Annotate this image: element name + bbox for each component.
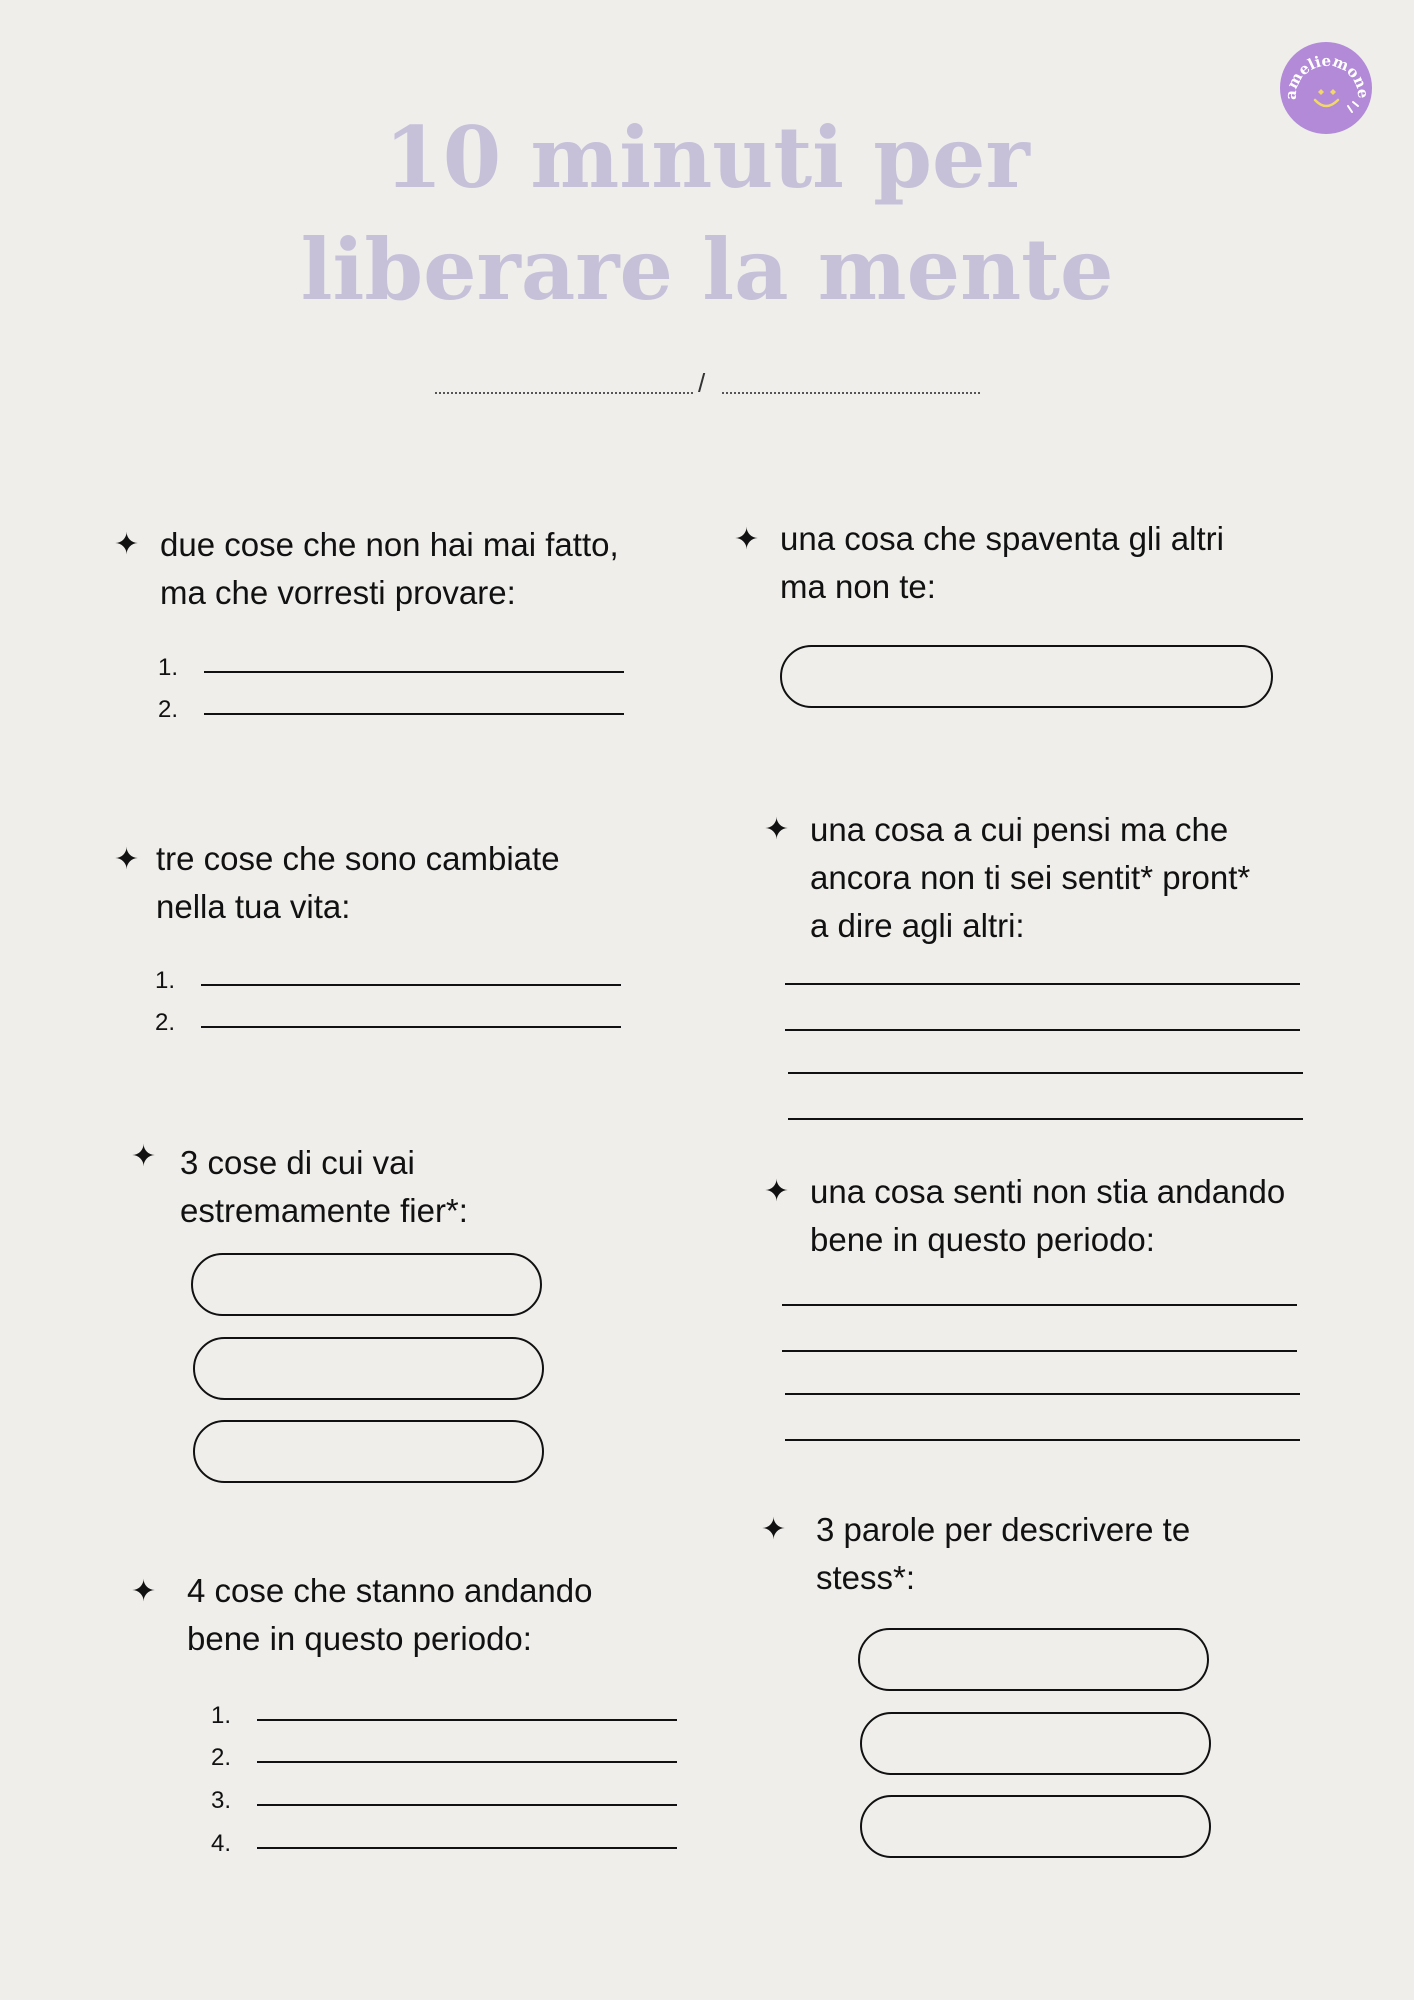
prompt-text-line: stess*: — [816, 1559, 916, 1596]
page-title-line-1: 10 minuti per — [384, 108, 1030, 207]
answer-line[interactable] — [785, 1029, 1300, 1031]
four-point-star-icon: ✦ — [764, 1174, 790, 1209]
answer-line[interactable] — [257, 1719, 677, 1721]
answer-line[interactable] — [204, 671, 624, 673]
prompt-text-line: bene in questo periodo: — [810, 1221, 1155, 1258]
four-point-star-icon: ✦ — [734, 522, 760, 557]
answer-box[interactable] — [860, 1795, 1211, 1858]
prompt-text-line: tre cose che sono cambiate — [156, 840, 560, 877]
prompt-text-line: bene in questo periodo: — [187, 1620, 532, 1657]
prompt-text-line: estremamente fier*: — [180, 1192, 468, 1229]
prompt-text-line: nella tua vita: — [156, 888, 351, 925]
prompt-text-line: una cosa a cui pensi ma che — [810, 811, 1229, 848]
date-day-dots[interactable] — [435, 392, 693, 394]
answer-line[interactable] — [257, 1847, 677, 1849]
answer-box[interactable] — [191, 1253, 542, 1316]
list-number: 2. — [158, 696, 179, 723]
four-point-star-icon: ✦ — [131, 1139, 157, 1174]
list-number: 4. — [211, 1830, 232, 1857]
answer-box[interactable] — [193, 1337, 544, 1400]
answer-line[interactable] — [785, 1439, 1300, 1441]
answer-line[interactable] — [785, 1393, 1300, 1395]
list-number: 1. — [211, 1702, 232, 1729]
answer-line[interactable] — [788, 1118, 1303, 1120]
list-number: 1. — [158, 654, 179, 681]
prompt-text-line: ma non te: — [780, 568, 936, 605]
prompt-text-line: una cosa senti non stia andando — [810, 1173, 1286, 1210]
answer-line[interactable] — [788, 1072, 1303, 1074]
four-point-star-icon: ✦ — [114, 527, 140, 562]
page-title-line-2: liberare la mente — [300, 220, 1114, 319]
answer-line[interactable] — [204, 713, 624, 715]
answer-line[interactable] — [257, 1804, 677, 1806]
answer-box[interactable] — [780, 645, 1273, 708]
prompt-text-line: ma che vorresti provare: — [160, 574, 516, 611]
prompt-text-line: 3 cose di cui vai — [180, 1144, 415, 1181]
answer-line[interactable] — [782, 1350, 1297, 1352]
answer-line[interactable] — [782, 1304, 1297, 1306]
answer-box[interactable] — [860, 1712, 1211, 1775]
prompt-text-line: due cose che non hai mai fatto, — [160, 526, 619, 563]
four-point-star-icon: ✦ — [761, 1512, 787, 1547]
prompt-text-line: 3 parole per descrivere te — [816, 1511, 1191, 1548]
answer-line[interactable] — [201, 984, 621, 986]
date-month-dots[interactable] — [722, 392, 980, 394]
four-point-star-icon: ✦ — [114, 842, 140, 877]
list-number: 3. — [211, 1787, 232, 1814]
prompt-text-line: ancora non ti sei sentit* pront* — [810, 859, 1251, 896]
answer-line[interactable] — [785, 983, 1300, 985]
list-number: 2. — [211, 1744, 232, 1771]
four-point-star-icon: ✦ — [131, 1574, 157, 1609]
svg-text:ameliemonet — [1280, 42, 1372, 100]
date-separator: / — [698, 368, 706, 398]
four-point-star-icon: ✦ — [764, 812, 790, 847]
logo-text: ameliemone — [1281, 51, 1372, 101]
list-number: 2. — [155, 1009, 176, 1036]
answer-box[interactable] — [193, 1420, 544, 1483]
prompt-text-line: 4 cose che stanno andando — [187, 1572, 593, 1609]
list-number: 1. — [155, 967, 176, 994]
answer-line[interactable] — [201, 1026, 621, 1028]
date-field[interactable] — [430, 370, 990, 400]
prompt-text-line: una cosa che spaventa gli altri — [780, 520, 1224, 557]
prompt-text-line: a dire agli altri: — [810, 907, 1025, 944]
answer-box[interactable] — [858, 1628, 1209, 1691]
answer-line[interactable] — [257, 1761, 677, 1763]
